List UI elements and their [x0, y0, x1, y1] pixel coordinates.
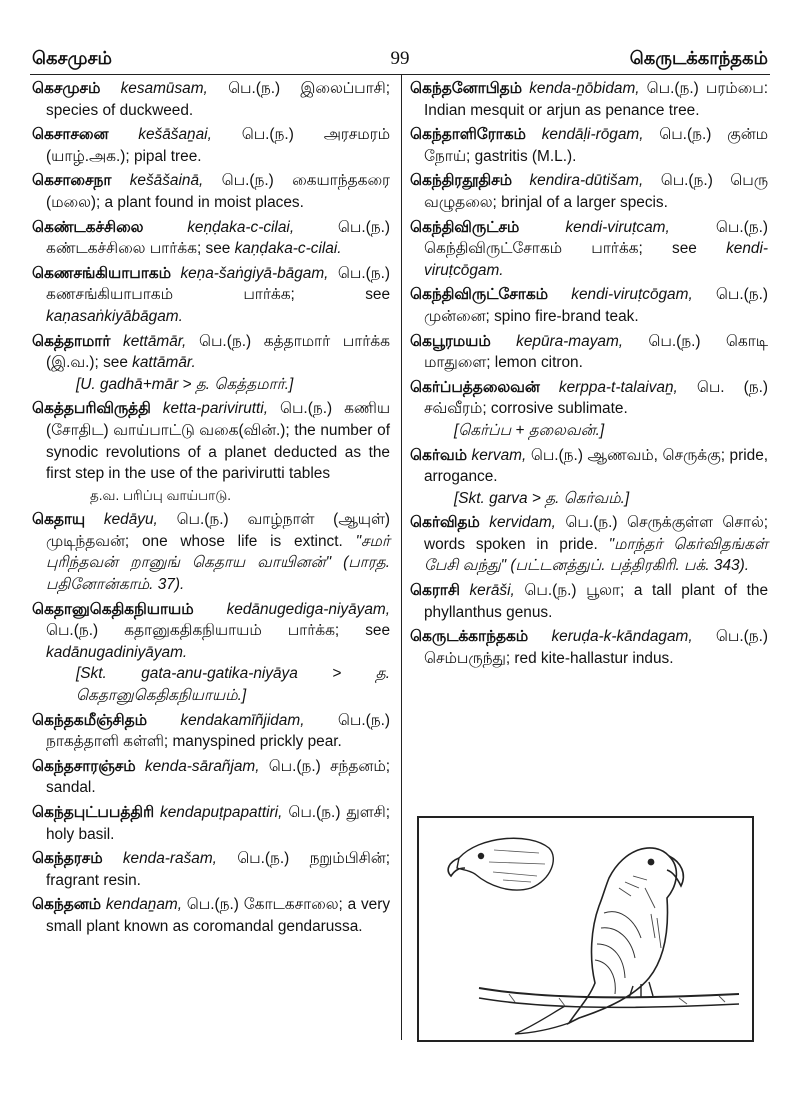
tamil-definition: துளசி; [346, 804, 390, 821]
headword: கெர்ப்பத்தலைவன் [410, 378, 540, 396]
headword: கெசாசைநா [32, 172, 112, 190]
etymology: [கெர்ப்ப + தலைவன்.] [454, 421, 605, 439]
english-definition: one whose life is extinct. [141, 532, 343, 550]
dictionary-entry [410, 512, 768, 577]
tamil-definition: ஆணவம், செருக்கு; [587, 446, 725, 464]
headword: கெந்தரசம் [32, 850, 103, 868]
headword: கெந்தனோபிதம் [410, 80, 523, 97]
headword: கெந்தாளிரோகம் [410, 126, 526, 144]
transliteration: kendira-dūtišam, [529, 172, 644, 190]
headword: கெர்வம் [410, 446, 467, 464]
dictionary-entry [32, 710, 390, 753]
dictionary-entry [410, 626, 768, 669]
english-definition: brinjal of a larger specis. [501, 193, 668, 211]
dictionary-entry [32, 78, 390, 121]
headword: கெத்தபரிவிருத்தி [32, 400, 151, 418]
transliteration: kešāšainā, [129, 172, 204, 190]
dictionary-entry [410, 331, 768, 374]
headword: கெந்தகமீஞ்சிதம் [32, 711, 147, 729]
page-header [30, 48, 770, 74]
part-of-speech: பெ.(ந.) [237, 850, 290, 868]
transliteration: keṇḍaka-c-cilai, [187, 218, 295, 236]
english-definition: gastritis (M.L.). [474, 147, 577, 165]
etymology: [U. gadhā+mār > த. கெத்தமார்.] [76, 375, 294, 393]
headword: கெந்திவிருட்சம் [410, 218, 520, 236]
page-number: 99 [390, 48, 410, 69]
part-of-speech: பெ.(ந.) [646, 80, 699, 97]
part-of-speech: பெ.(ந.) [565, 514, 618, 532]
part-of-speech: பெ.(ந.) [715, 628, 768, 646]
english-definition: the number of synodic revolutions of a planet deducted as the first step in the use of the parivirutti tables [46, 421, 391, 483]
left-column [32, 78, 390, 941]
cross-reference: kaṇasaṅkiyābāgam. [46, 307, 183, 325]
dictionary-entry [410, 78, 768, 121]
headword: கெசாசனை [32, 126, 109, 144]
cross-reference: kaṇḍaka-c-cilai. [234, 240, 342, 258]
transliteration: kenda-ṉōbidam, [529, 80, 640, 97]
tamil-definition: கையாந்தகரை (மலை); [46, 172, 390, 211]
transliteration: kendi-viruṭcōgam, [571, 286, 693, 304]
english-definition: a plant found in moist places. [104, 193, 304, 211]
dictionary-entry [32, 170, 390, 213]
tamil-definition: சந்தனம்; [330, 757, 391, 775]
english-definition: manyspined prickly pear. [172, 733, 342, 751]
dictionary-entry [410, 284, 768, 327]
part-of-speech: பெ. (ந.) [696, 378, 768, 396]
part-of-speech: பெ.(ந.) [715, 218, 768, 236]
headword: கெந்தசாரஞ்சம் [32, 757, 136, 775]
headword: கெணசங்கியாபாகம் [32, 264, 171, 282]
english-definition: lemon citron. [494, 354, 583, 372]
english-definition: Indian mesquit or arjun as penance tree. [424, 101, 700, 119]
headword: கெபூரமயம் [410, 332, 491, 350]
part-of-speech: பெ.(ந.) [279, 400, 333, 418]
english-definition: a very small plant known as coromandal gendarussa. [46, 896, 391, 935]
transliteration: keruḍa-k-kāndagam, [551, 628, 693, 646]
dictionary-entry [410, 217, 768, 282]
tamil-definition: கணிய (சோதிட) வாய்பாட்டு வகை(வின்.); [46, 400, 391, 439]
transliteration: kendāḷi-rōgam, [541, 126, 644, 144]
headword: கெந்திவிருட்சோகம் [410, 286, 549, 304]
transliteration: keṇa-šaṅgiyā-bāgam, [180, 264, 329, 282]
part-of-speech: பெ.(ந.) [198, 332, 252, 350]
part-of-speech: பெ.(ந.) [524, 582, 577, 600]
tamil-definition: பூலா; [586, 582, 625, 600]
cross-reference: kadānugadiniyāyam. [46, 643, 188, 661]
transliteration: kerppa-t-talaivaṉ, [558, 378, 678, 396]
transliteration: kendi-viruṭcam, [565, 218, 670, 236]
part-of-speech: பெ.(ந.) [337, 711, 390, 729]
headword: கெந்திரதூதிசம் [410, 172, 512, 190]
dictionary-entry [32, 217, 390, 260]
transliteration: ketta-parivirutti, [162, 400, 268, 418]
headword: கெராசி [410, 582, 460, 600]
tamil-definition: கொடி மாதுளை; [424, 332, 768, 372]
tamil-definition: கதானுகதிகநியாயம் பார்க்க; [124, 622, 340, 640]
dictionary-entry [32, 331, 390, 396]
transliteration: kešāšaṉai, [138, 126, 212, 144]
tamil-definition: செம்பருந்து; [424, 649, 511, 667]
transliteration: kesamūsam, [120, 80, 208, 97]
part-of-speech: பெ.(ந.) [241, 126, 294, 144]
dictionary-entry [32, 802, 390, 845]
part-of-speech: பெ.(ந.) [228, 80, 281, 97]
kite-illustration [417, 816, 754, 1042]
english-definition: sandal. [46, 779, 96, 797]
dictionary-entry [32, 398, 390, 506]
part-of-speech: பெ.(ந.) [268, 757, 321, 775]
transliteration: kerāši, [469, 582, 515, 600]
tamil-definition: கணசங்கியாபாகம் பார்க்க; [46, 286, 295, 304]
headword: கெண்டகச்சிலை [32, 218, 144, 236]
dictionary-entry [410, 170, 768, 213]
transliteration: kendakamīñjidam, [180, 711, 305, 729]
part-of-speech: பெ.(ந.) [337, 218, 390, 236]
dictionary-entry [32, 756, 390, 799]
transliteration: kervam, [471, 446, 527, 464]
headword: கெசமுசம் [32, 80, 101, 97]
citation-quote: "மாந்தர் கெர்விதங்கள் பேசி வந்து" (பட்டனத்துப். பத்திரகிரி. பக். 343). [424, 535, 768, 575]
english-definition: pipal tree. [133, 147, 202, 165]
dictionary-entry [32, 124, 390, 167]
dictionary-entry [32, 894, 390, 937]
tamil-definition: பெரு வழுதலை; [424, 172, 768, 211]
headword: கெருடக்காந்தகம் [410, 628, 529, 646]
part-of-speech: பெ.(ந.) [660, 172, 713, 190]
english-definition: see [365, 622, 391, 640]
transliteration: kedānugediga-niyāyam, [226, 600, 390, 618]
english-definition: see [365, 286, 391, 304]
tamil-definition: பரம்பை: [705, 80, 768, 97]
english-definition: fragrant resin. [46, 871, 141, 889]
english-definition: see [205, 240, 231, 258]
transliteration: kendapuṭpapattiri, [160, 804, 283, 821]
transliteration: kenda-rašam, [122, 850, 217, 868]
dictionary-entry [410, 580, 768, 623]
derivation-note: த.வ. பரிப்பு வாய்பாடு. [90, 487, 232, 503]
tamil-definition: கோடகசாலை; [243, 896, 343, 914]
english-definition: words spoken in pride. [424, 535, 598, 553]
english-definition: species of duckweed. [46, 101, 194, 119]
header-guide-word-right: கெருடக்காந்தகம் [629, 48, 768, 68]
english-definition: red kite-hallastur indus. [514, 649, 674, 667]
english-definition: corrosive sublimate. [490, 400, 628, 418]
transliteration: kepūra-mayam, [516, 332, 624, 350]
part-of-speech: பெ.(ந.) [288, 804, 341, 821]
part-of-speech: பெ.(ந.) [46, 622, 99, 640]
part-of-speech: பெ.(ந.) [530, 446, 583, 464]
transliteration: kervidam, [489, 514, 556, 532]
dictionary-entry [32, 599, 390, 707]
dictionary-entry [32, 509, 390, 595]
part-of-speech: பெ.(ந.) [648, 332, 701, 350]
dictionary-entry [410, 377, 768, 442]
part-of-speech: பெ.(ந.) [176, 511, 229, 529]
english-definition: spino fire-brand teak. [494, 307, 639, 325]
tamil-definition: கத்தாமார் பார்க்க (இ.வ.); [46, 332, 390, 372]
headword: கெர்விதம் [410, 514, 480, 532]
part-of-speech: பெ.(ந.) [337, 264, 391, 282]
etymology: [Skt. garva > த. கெர்வம்.] [454, 489, 630, 507]
transliteration: kedāyu, [103, 511, 158, 529]
dictionary-entry [410, 445, 768, 510]
cross-reference: kattāmār. [132, 354, 196, 372]
tamil-definition: செருக்குள்ள சொல்; [626, 514, 768, 532]
english-definition: see [103, 354, 128, 372]
header-rule [30, 74, 770, 75]
citation-quote: "சமர் புரிந்தவன் றானுங் கெதாய வாயினன்" (பாரத. பதினோன்காம். 37). [46, 532, 390, 594]
part-of-speech: பெ.(ந.) [221, 172, 274, 190]
tamil-definition: இலைப்பாசி; [300, 80, 390, 97]
english-definition: holy basil. [46, 825, 115, 843]
tamil-definition: நாகத்தாளி கள்ளி; [46, 733, 169, 751]
tamil-definition: சவ்வீரம்; [424, 400, 487, 418]
headword: கெந்தபுட்பபத்திரி [32, 804, 155, 821]
bird-drawing [419, 818, 752, 1040]
tamil-definition: முன்னை; [424, 307, 490, 325]
headword: கெத்தாமார் [32, 332, 111, 350]
tamil-definition: வாழ்நாள் (ஆயுள்) முடிந்தவன்; [46, 511, 390, 550]
tamil-definition: அரசமரம் (யாழ்.அக.); [46, 126, 390, 165]
part-of-speech: பெ.(ந.) [659, 126, 712, 144]
tamil-definition: குன்ம நோய்; [424, 126, 769, 165]
part-of-speech: பெ.(ந.) [715, 286, 769, 304]
etymology: [Skt. gata-anu-gatika-niyāya > த. கெதானுகெதிகநியாயம்.] [76, 665, 390, 705]
english-definition: see [672, 240, 697, 258]
english-definition: a tall plant of the phyllanthus genus. [424, 582, 768, 621]
transliteration: kenda-sārañjam, [144, 757, 260, 775]
tamil-definition: நறும்பிசின்; [309, 850, 390, 868]
dictionary-entry [32, 848, 390, 891]
english-definition: pride, arrogance. [424, 446, 769, 486]
dictionary-entry [410, 124, 768, 167]
headword: கெதாயு [32, 511, 86, 529]
cross-reference: kendi-viruṭcōgam. [424, 240, 768, 279]
header-guide-word-left: கெசமுசம் [32, 48, 112, 68]
dictionary-entry [32, 263, 390, 328]
transliteration: kettāmār, [123, 332, 187, 350]
tamil-definition: கெந்திவிருட்சோகம் பார்க்க; [424, 240, 643, 258]
part-of-speech: பெ.(ந.) [186, 896, 239, 914]
headword: கெதானுகெதிகநியாயம் [32, 600, 194, 618]
tamil-definition: கண்டகச்சிலை பார்க்க; [46, 240, 202, 258]
headword: கெந்தனம் [32, 896, 102, 914]
right-column [410, 78, 768, 672]
transliteration: kendaṉam, [105, 896, 182, 914]
column-divider [401, 74, 402, 1040]
